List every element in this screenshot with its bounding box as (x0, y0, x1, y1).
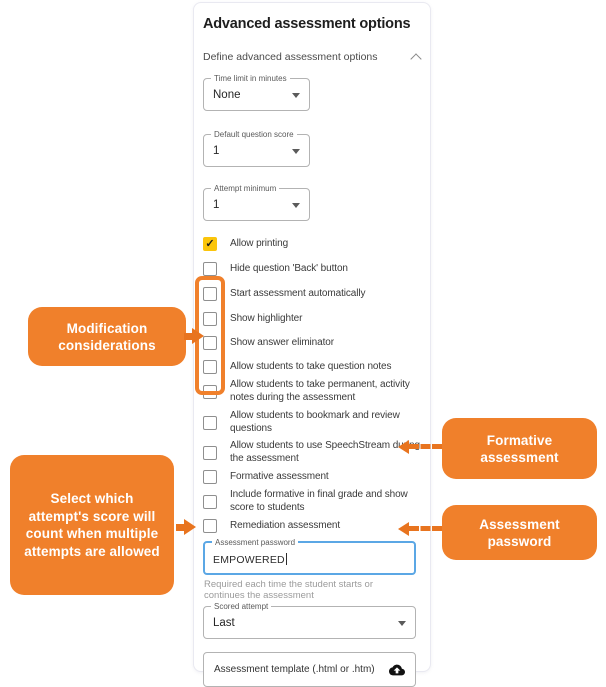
checkbox-label: Allow students to use SpeechStream during the assessment (230, 440, 420, 464)
callout-assessment-password: Assessment password (442, 505, 597, 560)
checkbox-row-bookmark-review (203, 410, 424, 435)
checkbox-label: Allow students to take question notes (230, 360, 392, 372)
default-question-score-label: Default question score (211, 130, 297, 139)
scored-attempt-label: Scored attempt (211, 602, 271, 611)
arrow-left-icon (398, 522, 409, 536)
checkbox-label: Formative assessment (230, 470, 329, 482)
time-limit-label: Time limit in minutes (211, 74, 290, 83)
checkbox-row-remediation (203, 519, 424, 533)
checkbox-hide-back-button[interactable] (203, 262, 217, 276)
checkbox-include-formative[interactable] (203, 495, 217, 509)
assessment-password-label: Assessment password (212, 538, 298, 547)
caret-down-icon (292, 93, 300, 98)
advanced-assessment-options-panel (193, 2, 431, 675)
checkbox-label: Hide question 'Back' button (230, 262, 348, 274)
assessment-template-label: Assessment template (.html or .htm) (214, 664, 375, 675)
password-helper-text: Required each time the student starts or continues the assessment (204, 579, 373, 601)
checkbox-row-answer-eliminator (203, 336, 424, 350)
checkmark-icon: ✓ (205, 237, 215, 250)
checkbox-label: Allow students to take permanent, activity notes during the assessment (230, 379, 410, 403)
scored-attempt-value: Last (213, 617, 235, 629)
callout-formative-assessment: Formative assessment (442, 418, 597, 479)
checkbox-activity-notes[interactable] (203, 385, 217, 399)
time-limit-select[interactable] (203, 74, 310, 111)
checkbox-row-allow-printing (203, 237, 424, 251)
checkbox-label: Include formative in final grade and show score to students (230, 489, 408, 513)
caret-down-icon (398, 621, 406, 626)
checkbox-remediation[interactable] (203, 519, 217, 533)
attempt-minimum-select[interactable] (203, 184, 310, 221)
checkbox-row-start-automatically (203, 287, 424, 301)
assessment-password-input[interactable] (203, 538, 416, 575)
checkbox-label: Remediation assessment (230, 519, 341, 531)
checkbox-bookmark-review[interactable] (203, 416, 217, 430)
caret-down-icon (292, 149, 300, 154)
checkbox-label: Show answer eliminator (230, 336, 334, 348)
checkbox-row-formative-assessment (203, 470, 424, 484)
checkbox-answer-eliminator[interactable] (203, 336, 217, 350)
section-header-row (203, 51, 420, 63)
checkbox-row-speechstream (203, 440, 424, 465)
page-title: Advanced assessment options (203, 16, 411, 32)
checkbox-formative-assessment[interactable] (203, 470, 217, 484)
callout-scored-attempt-note: Select which attempt's score will count when multiple attempts are allowed (10, 455, 174, 595)
dashed-connector (409, 526, 442, 531)
assessment-password-value: EMPOWERED (213, 554, 285, 566)
default-question-score-select[interactable] (203, 130, 310, 167)
scored-attempt-select[interactable] (203, 602, 416, 639)
checkbox-label: Allow students to bookmark and review questions (230, 410, 400, 434)
dashed-connector (409, 444, 442, 449)
arrow-right-icon (176, 519, 196, 535)
time-limit-value: None (213, 89, 241, 101)
checkbox-show-highlighter[interactable] (203, 312, 217, 326)
cloud-upload-icon (389, 662, 405, 678)
checkbox-label: Start assessment automatically (230, 287, 366, 299)
checkbox-list (203, 237, 424, 533)
default-question-score-value: 1 (213, 145, 220, 157)
checkbox-speechstream[interactable] (203, 446, 217, 460)
chevron-up-icon[interactable] (410, 53, 421, 64)
checkbox-row-show-highlighter (203, 312, 424, 326)
arrow-left-icon (398, 440, 409, 454)
caret-down-icon (292, 203, 300, 208)
checkbox-row-hide-back-button (203, 262, 424, 276)
section-header-label: Define advanced assessment options (203, 51, 378, 63)
checkbox-label: Show highlighter (230, 312, 303, 324)
attempt-minimum-value: 1 (213, 199, 220, 211)
checkbox-row-activity-notes (203, 379, 424, 404)
callout-modification-considerations: Modification considerations (28, 307, 186, 366)
checkbox-allow-printing[interactable] (203, 237, 217, 251)
arrow-right-icon (184, 328, 204, 344)
checkbox-question-notes[interactable] (203, 360, 217, 374)
checkbox-start-automatically[interactable] (203, 287, 217, 301)
checkbox-label: Allow printing (230, 237, 289, 249)
attempt-minimum-label: Attempt minimum (211, 184, 279, 193)
text-cursor (286, 553, 287, 565)
checkbox-row-question-notes (203, 360, 424, 374)
assessment-template-upload-button[interactable] (203, 652, 416, 687)
checkbox-row-include-formative (203, 489, 424, 514)
